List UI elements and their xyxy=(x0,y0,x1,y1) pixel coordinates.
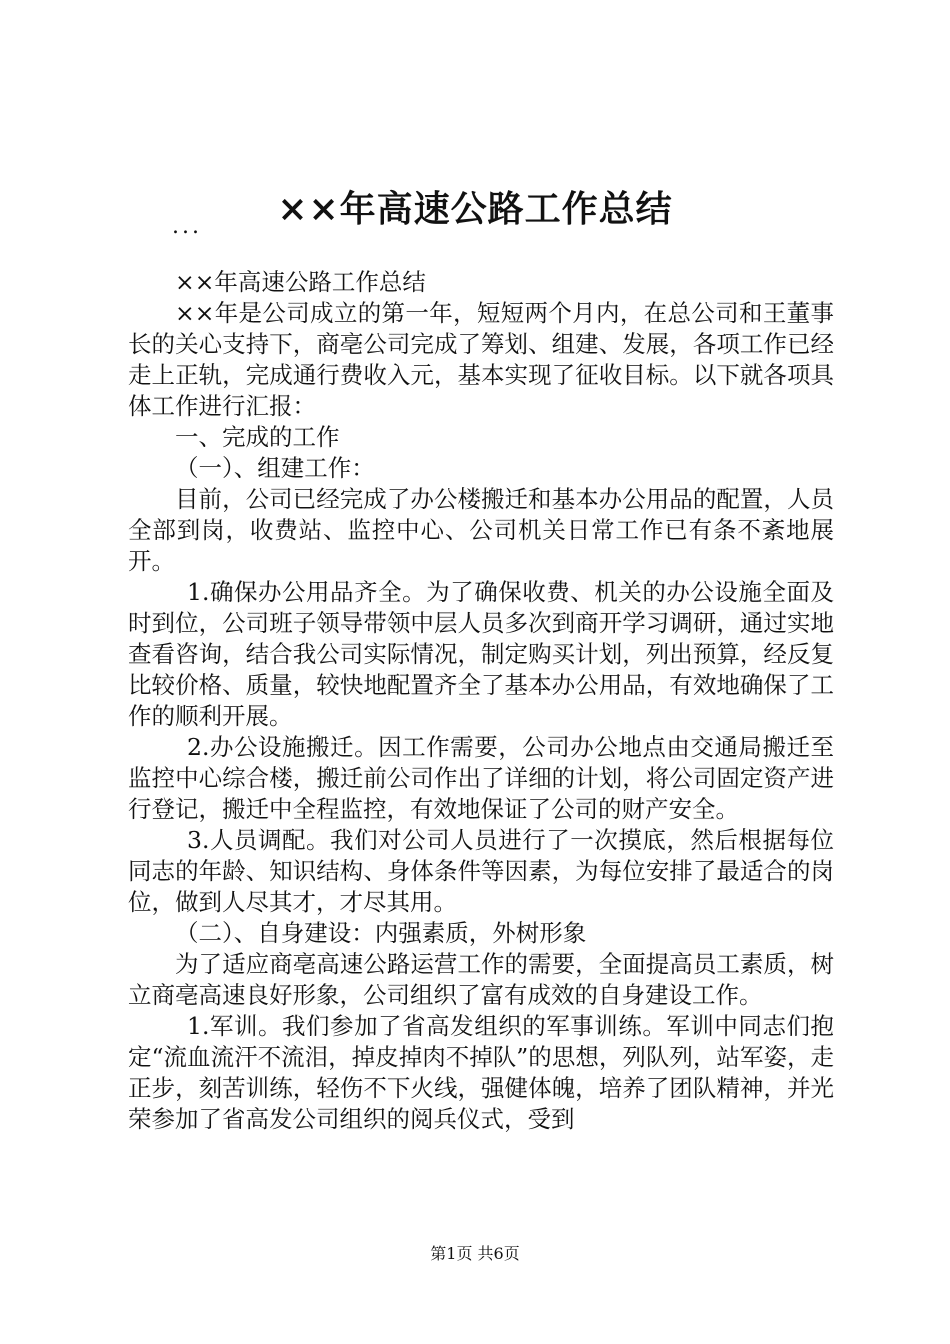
document-title: ××年高速公路工作总结 xyxy=(277,188,673,230)
list-item-paragraph: 2.办公设施搬迁。因工作需要，公司办公地点由交通局搬迁至监控中心综合楼，搬迁前公司作出了详细的计划，将公司固定资产进行登记，搬迁中全程监控，有效地保证了公司的财产安全。 xyxy=(128,733,834,823)
subtitle-paragraph: ××年高速公路工作总结 xyxy=(175,268,426,296)
ellipsis-marker: ... xyxy=(172,214,202,239)
list-item-paragraph: 1.确保办公用品齐全。为了确保收费、机关的办公设施全面及时到位，公司班子领导带领中层人员多次到商开学习调研，通过实地查看咨询，结合我公司实际情况，制定购买计划，列出预算，经反复比较价格、质量，较快地配置齐全了基本办公用品，有效地确保了工作的顺利开展。 xyxy=(128,578,834,730)
section-heading: 一、完成的工作 xyxy=(175,423,340,451)
list-item-paragraph: 3.人员调配。我们对公司人员进行了一次摸底，然后根据每位同志的年龄、知识结构、身体条件等因素，为每位安排了最适合的岗位，做到人尽其才，才尽其用。 xyxy=(128,826,834,916)
body-paragraph: 为了适应商亳高速公路运营工作的需要，全面提高员工素质，树立商亳高速良好形象，公司组织了富有成效的自身建设工作。 xyxy=(128,950,834,1009)
document-body xyxy=(128,267,834,1135)
body-paragraph: 目前，公司已经完成了办公楼搬迁和基本办公用品的配置，人员全部到岗，收费站、监控中心、公司机关日常工作已有条不紊地展开。 xyxy=(128,485,834,575)
list-item-paragraph: 1.军训。我们参加了省高发组织的军事训练。军训中同志们抱定“流血流汗不流泪，掉皮掉肉不掉队”的思想，列队列，站军姿，走正步，刻苦训练，轻伤不下火线，强健体魄，培养了团队精神，并光荣参加了省高发公司组织的阅兵仪式，受到 xyxy=(128,1012,834,1133)
intro-paragraph: ××年是公司成立的第一年，短短两个月内，在总公司和王董事长的关心支持下，商亳公司完成了筹划、组建、发展，各项工作已经走上正轨，完成通行费收入元，基本实现了征收目标。以下就各项具体工作进行汇报： xyxy=(128,299,834,420)
subsection-heading: （一）、组建工作： xyxy=(175,454,375,482)
subsection-heading: （二）、自身建设：内强素质，外树形象 xyxy=(175,919,587,947)
page-footer: 第1页 共6页 xyxy=(430,1244,520,1263)
